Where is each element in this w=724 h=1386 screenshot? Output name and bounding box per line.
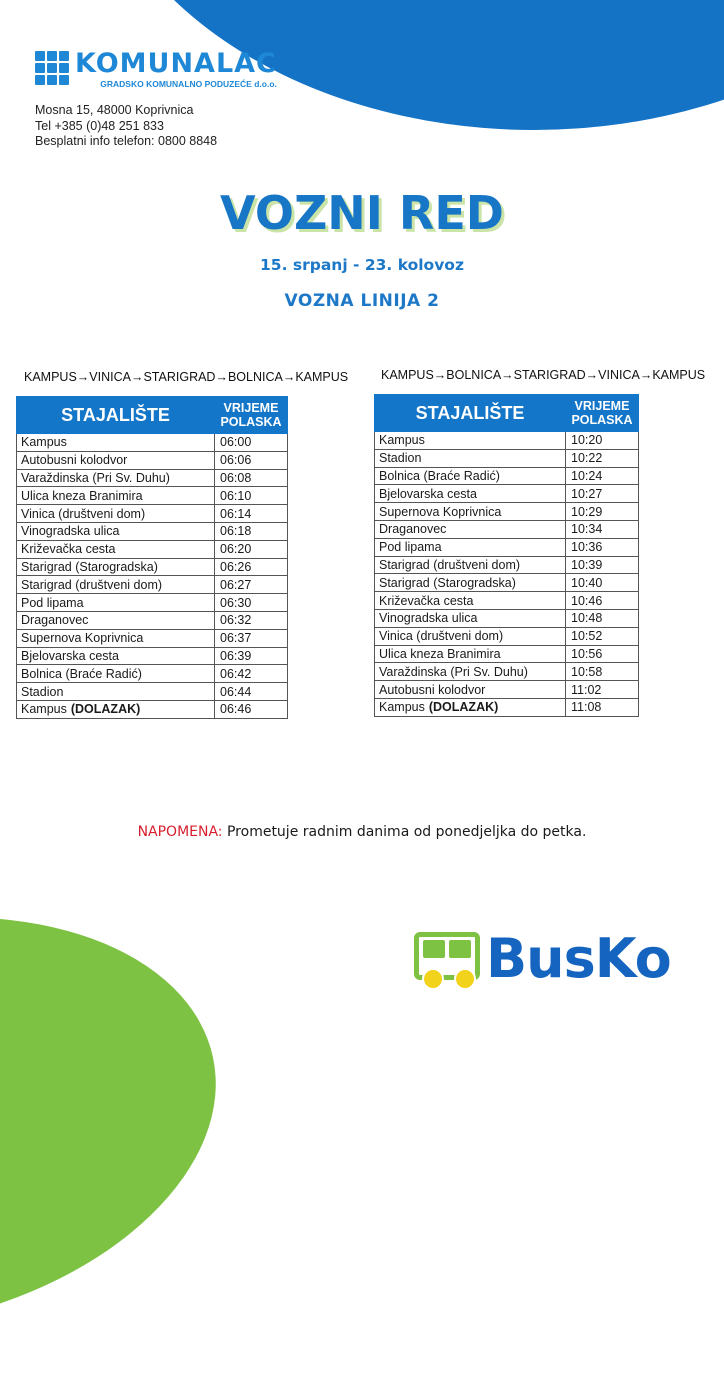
table-row — [375, 520, 639, 538]
company-subtitle: GRADSKO KOMUNALNO PODUZEĆE d.o.o. — [100, 79, 277, 89]
stop-name: Kampus (DOLAZAK) — [375, 698, 566, 716]
table-row — [375, 627, 639, 645]
departure-time: 10:24 — [566, 467, 639, 485]
note — [0, 824, 724, 840]
arrival-label: (DOLAZAK) — [428, 700, 499, 715]
stop-name: Starigrad (društveni dom) — [17, 576, 215, 594]
busko-logo — [414, 928, 671, 990]
table-row — [375, 432, 639, 450]
departure-time: 06:26 — [215, 558, 288, 576]
stop-name: Draganovec — [17, 611, 215, 629]
stop-name: Pod lipama — [17, 594, 215, 612]
departure-time: 06:27 — [215, 576, 288, 594]
table-row — [17, 611, 288, 629]
table-row — [17, 683, 288, 701]
table-row — [375, 574, 639, 592]
stop-name: Starigrad (društveni dom) — [375, 556, 566, 574]
departure-time: 10:58 — [566, 663, 639, 681]
logo-grid-icon — [35, 51, 69, 85]
stop-name: Bjelovarska cesta — [375, 485, 566, 503]
company-address: Mosna 15, 48000 Koprivnica — [35, 103, 194, 117]
table-row — [17, 576, 288, 594]
stop-name: Pod lipama — [375, 538, 566, 556]
table-row — [375, 609, 639, 627]
route-left: KAMPUS→VINICA→STARIGRAD→BOLNICA→KAMPUS — [24, 370, 349, 384]
company-info-phone: Besplatni info telefon: 0800 8848 — [35, 134, 218, 148]
decorative-green-corner — [0, 862, 255, 1386]
stop-name: Kampus (DOLAZAK) — [17, 700, 215, 718]
page-title: VOZNI RED — [220, 186, 504, 240]
stop-name: Draganovec — [375, 520, 566, 538]
table-row — [375, 592, 639, 610]
stop-name: Ulica kneza Branimira — [375, 645, 566, 663]
schedule-table-right — [374, 394, 639, 717]
stop-name: Križevačka cesta — [375, 592, 566, 610]
table-row — [375, 663, 639, 681]
departure-time: 06:39 — [215, 647, 288, 665]
departure-time: 06:37 — [215, 629, 288, 647]
stop-name: Autobusni kolodvor — [375, 681, 566, 699]
table-row — [17, 505, 288, 523]
departure-time: 10:56 — [566, 645, 639, 663]
stop-name: Vinica (društveni dom) — [375, 627, 566, 645]
arrival-label: (DOLAZAK) — [70, 702, 141, 717]
stop-name: Ulica kneza Branimira — [17, 487, 215, 505]
departure-time: 06:10 — [215, 487, 288, 505]
header-stop: STAJALIŠTE — [375, 395, 566, 432]
header-stop: STAJALIŠTE — [17, 397, 215, 434]
departure-time: 10:34 — [566, 520, 639, 538]
table-row — [375, 503, 639, 521]
stop-name: Varaždinska (Pri Sv. Duhu) — [375, 663, 566, 681]
stop-name: Vinica (društveni dom) — [17, 505, 215, 523]
stop-name: Bolnica (Braće Radić) — [375, 467, 566, 485]
departure-time: 10:27 — [566, 485, 639, 503]
table-row — [17, 434, 288, 452]
departure-time: 06:06 — [215, 451, 288, 469]
departure-time: 06:18 — [215, 522, 288, 540]
departure-time: 10:48 — [566, 609, 639, 627]
departure-time: 06:44 — [215, 683, 288, 701]
table-row — [375, 538, 639, 556]
table-row — [17, 469, 288, 487]
route-right: KAMPUS→BOLNICA→STARIGRAD→VINICA→KAMPUS — [381, 368, 706, 382]
table-row — [17, 451, 288, 469]
table-row — [17, 665, 288, 683]
table-row — [375, 467, 639, 485]
stop-name: Supernova Koprivnica — [375, 503, 566, 521]
stop-name: Stadion — [375, 449, 566, 467]
departure-time: 10:20 — [566, 432, 639, 450]
note-label: NAPOMENA: — [137, 824, 223, 840]
table-row — [375, 681, 639, 699]
departure-time: 06:32 — [215, 611, 288, 629]
stop-name: Bolnica (Braće Radić) — [17, 665, 215, 683]
departure-time: 10:46 — [566, 592, 639, 610]
company-name: KOMUNALAC — [75, 48, 277, 79]
stop-name: Supernova Koprivnica — [17, 629, 215, 647]
stop-name: Starigrad (Starogradska) — [17, 558, 215, 576]
bus-icon — [414, 928, 484, 990]
stop-name: Kampus — [375, 432, 566, 450]
table-row — [17, 558, 288, 576]
table-row-arrival — [17, 700, 288, 718]
departure-time: 10:40 — [566, 574, 639, 592]
table-row — [375, 485, 639, 503]
departure-time: 10:22 — [566, 449, 639, 467]
company-logo — [35, 50, 277, 89]
departure-time: 06:20 — [215, 540, 288, 558]
stop-name: Kampus — [17, 434, 215, 452]
stop-name: Bjelovarska cesta — [17, 647, 215, 665]
line-name: VOZNA LINIJA 2 — [284, 291, 440, 311]
departure-time: 06:30 — [215, 594, 288, 612]
stop-name: Stadion — [17, 683, 215, 701]
table-row — [375, 645, 639, 663]
arrival-time: 06:46 — [215, 700, 288, 718]
table-row — [17, 594, 288, 612]
departure-time: 10:36 — [566, 538, 639, 556]
table-row — [17, 522, 288, 540]
header-time: VRIJEME POLASKA — [215, 397, 288, 434]
busko-name: BusKo — [486, 927, 671, 990]
departure-time: 06:42 — [215, 665, 288, 683]
stop-name: Vinogradska ulica — [17, 522, 215, 540]
company-contact — [35, 103, 217, 150]
departure-time: 11:02 — [566, 681, 639, 699]
table-row — [375, 556, 639, 574]
table-row — [375, 449, 639, 467]
schedule-table-left — [16, 396, 288, 719]
arrival-time: 11:08 — [566, 698, 639, 716]
table-row-arrival — [375, 698, 639, 716]
departure-time: 10:52 — [566, 627, 639, 645]
table-row — [17, 629, 288, 647]
departure-time: 10:39 — [566, 556, 639, 574]
stop-name: Križevačka cesta — [17, 540, 215, 558]
header-time: VRIJEME POLASKA — [566, 395, 639, 432]
note-text: Prometuje radnim danima od ponedjeljka do petka. — [226, 824, 587, 840]
departure-time: 06:14 — [215, 505, 288, 523]
company-phone: Tel +385 (0)48 251 833 — [35, 118, 164, 133]
table-row — [17, 540, 288, 558]
table-row — [17, 487, 288, 505]
date-range: 15. srpanj - 23. kolovoz — [260, 256, 464, 274]
stop-name: Varaždinska (Pri Sv. Duhu) — [17, 469, 215, 487]
departure-time: 06:08 — [215, 469, 288, 487]
stop-name: Autobusni kolodvor — [17, 451, 215, 469]
departure-time: 06:00 — [215, 434, 288, 452]
departure-time: 10:29 — [566, 503, 639, 521]
stop-name: Vinogradska ulica — [375, 609, 566, 627]
table-row — [17, 647, 288, 665]
stop-name: Starigrad (Starogradska) — [375, 574, 566, 592]
